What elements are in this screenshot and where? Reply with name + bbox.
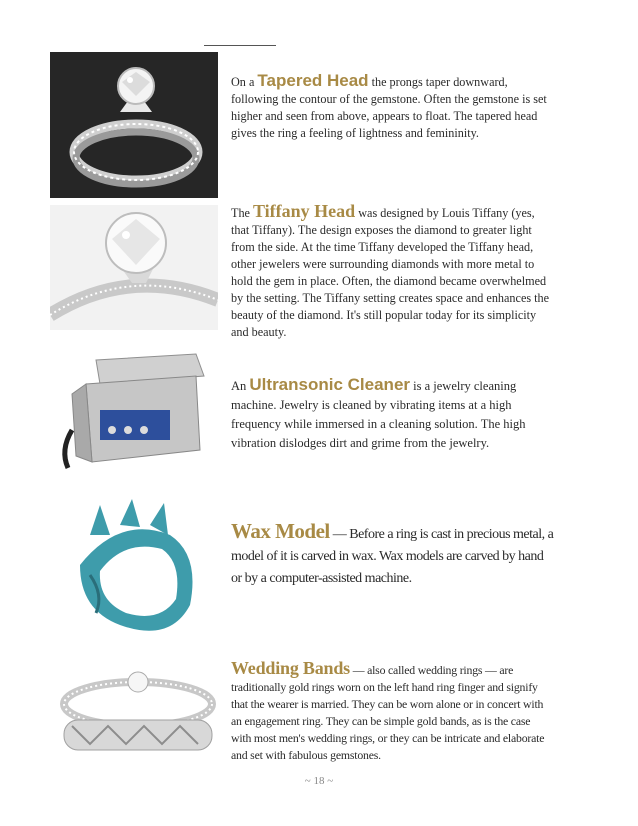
wedding-bands-image <box>50 660 220 768</box>
entry-ultrasonic-cleaner <box>231 375 551 453</box>
entry-tiffany-head <box>231 203 551 341</box>
entry-wedding-bands <box>231 660 551 764</box>
ring-tapered-head-image <box>50 52 218 198</box>
entry-text: — also called wedding rings — are traditionally gold rings worn on the left hand ring finger and signify that the wearer is married. They can be worn alone or in concert with an engagement ring. They can be simple gold bands, as is the case with most men's wedding rings, or they can be intricate and elaborate and set with fabulous gemstones. <box>231 663 545 762</box>
ring-tiffany-head-image <box>50 205 218 330</box>
entry-text: is a jewelry cleaning machine. Jewelry is cleaned by vibrating items at a high frequency while immersed in a cleaning solution. The high vibration dislodges dirt and grime from the jewelry. <box>231 379 526 450</box>
entry-wax-model <box>231 520 556 590</box>
term-wax-model: Wax Model <box>231 519 330 543</box>
entry-text: was designed by Louis Tiffany (yes, that Tiffany). The design exposes the diamond to greater light from the side. At the time Tiffany developed the Tiffany head, other jewelers were surrounding diamonds with more metal to hold the gem in place. Often, the diamond became overwhelmed by the setting. The Tiffany setting creates space and enhances the beauty of the diamond. It's still popular today for its simplicity and beauty. <box>231 206 550 339</box>
entry-tapered-head <box>231 72 551 142</box>
term-tapered-head: Tapered Head <box>257 71 369 90</box>
page-number: ~ 18 ~ <box>304 775 334 787</box>
entry-text: — Before a ring is cast in precious metal, a model of it is carved in wax. Wax models are carved by hand or by a computer-assisted machine. <box>231 527 554 586</box>
term-ultrasonic-cleaner: Ultransonic Cleaner <box>249 375 411 394</box>
header-rule <box>204 45 276 46</box>
term-tiffany-head: Tiffany Head <box>253 201 356 221</box>
entry-lead: An <box>231 379 247 393</box>
entry-lead: The <box>231 206 250 220</box>
term-wedding-bands: Wedding Bands <box>231 658 350 678</box>
entry-lead: On a <box>231 75 255 89</box>
entry-text: the prongs taper downward, following the contour of the gemstone. Often the gemstone is set higher and seen from above, appears to float. The tapered head gives the ring a feeling of lightness and femininity. <box>231 75 547 140</box>
wax-model-image <box>60 495 220 643</box>
ultrasonic-cleaner-image <box>56 340 216 470</box>
